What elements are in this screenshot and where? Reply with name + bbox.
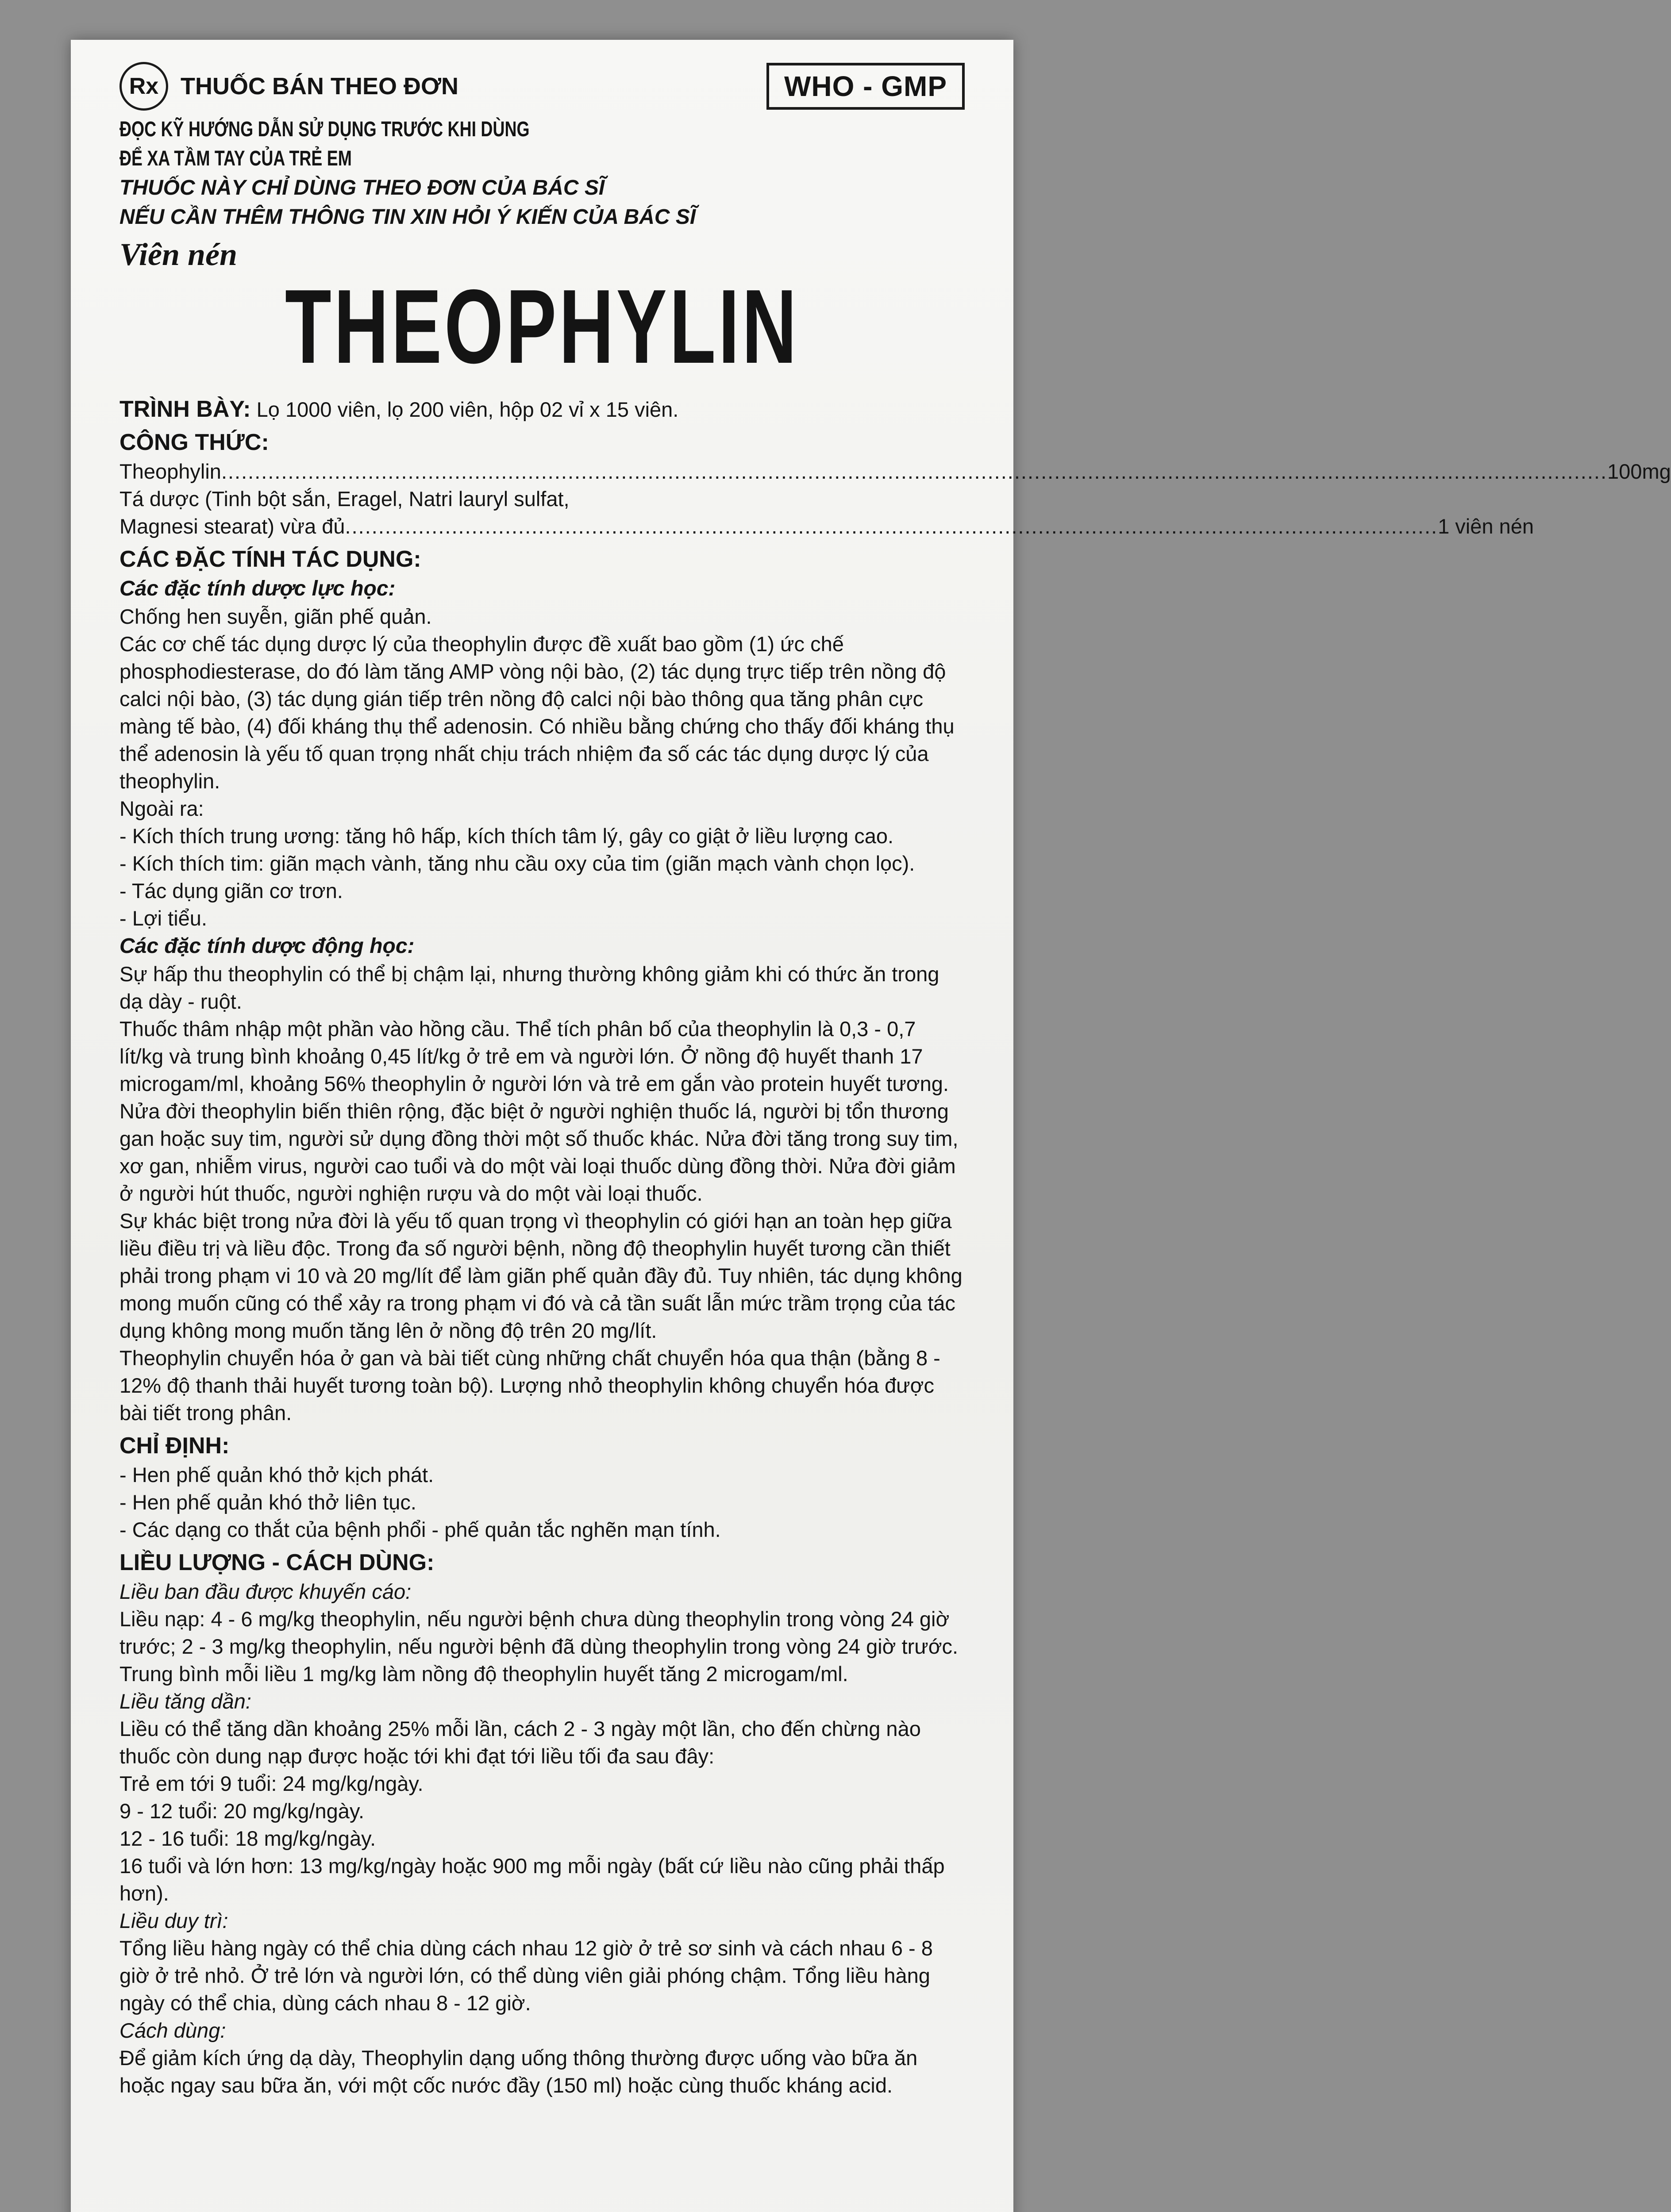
formula-heading: CÔNG THỨC: <box>119 430 269 455</box>
rx-icon: Rx <box>119 62 168 111</box>
warnings <box>119 115 965 232</box>
dosage-paragraph: Trung bình mỗi liều 1 mg/kg làm nồng độ theophylin huyết tăng 2 microgam/ml. <box>119 1662 848 1686</box>
warning-prescription-only: THUỐC NÀY CHỈ DÙNG THEO ĐƠN CỦA BÁC SĨ <box>119 176 605 200</box>
indications-heading: CHỈ ĐỊNH: <box>119 1433 230 1459</box>
leaflet-paper <box>71 40 1671 2212</box>
pharmacodynamics-text <box>119 603 965 932</box>
increase-dose-label: Liều tăng dần: <box>119 1690 251 1713</box>
pharmacokinetics-heading: Các đặc tính dược động học: <box>119 934 415 958</box>
pd-paragraph: - Tác dụng giãn cơ trơn. <box>119 879 343 902</box>
effects-heading: CÁC ĐẶC TÍNH TÁC DỤNG: <box>119 546 421 572</box>
dosage-form: Viên nén <box>119 237 238 272</box>
dosage-paragraph: 12 - 16 tuổi: 18 mg/kg/ngày. <box>119 1827 376 1850</box>
formula-excipients: Tá dược (Tinh bột sắn, Eragel, Natri lauryl sulfat, <box>119 487 570 511</box>
pd-paragraph: Các cơ chế tác dụng dược lý của theophylin được đề xuất bao gồm (1) ức chế phosphodiesterase, do đó làm tăng AMP vòng nội bào, (2) tác dụng trực tiếp trên nồng độ calci nội bào, (3) tác dụng gián tiếp trên nồng độ calci nội bào thông qua tăng phân cực màng tế bào, (4) đối kháng thụ thể adenosin. Có nhiều bằng chứng cho thấy đối kháng thụ thể adenosin là yếu tố quan trọng nhất chịu trách nhiệm đa số các tác dụng dược lý của theophylin. <box>119 632 955 793</box>
pd-paragraph: - Kích thích trung ương: tăng hô hấp, kích thích tâm lý, gây co giật ở liều lượng cao. <box>119 824 894 848</box>
presentation-text: Lọ 1000 viên, lọ 200 viên, hộp 02 vỉ x 15 viên. <box>256 398 679 421</box>
pd-paragraph: Chống hen suyễn, giãn phế quản. <box>119 605 432 628</box>
warning-ask-doctor: NẾU CẦN THÊM THÔNG TIN XIN HỎI Ý KIẾN CỦA BÁC SĨ <box>119 205 696 229</box>
dosage-paragraph: 9 - 12 tuổi: 20 mg/kg/ngày. <box>119 1799 365 1823</box>
dot-leader: .................................................................................................................................................................... <box>345 515 1438 538</box>
indications-list <box>119 1461 965 1544</box>
formula-excipient-value: 1 viên nén <box>1438 515 1534 538</box>
pharmacodynamics-heading: Các đặc tính dược lực học: <box>119 577 396 600</box>
pd-paragraph: Ngoài ra: <box>119 797 204 820</box>
list-item: - Hen phế quản khó thở kịch phát. <box>119 1463 434 1486</box>
leaflet-content <box>119 58 1671 2099</box>
presentation-heading: TRÌNH BÀY: <box>119 396 251 422</box>
list-item: - Hen phế quản khó thở liên tục. <box>119 1490 416 1514</box>
dosage-paragraph: Liều nạp: 4 - 6 mg/kg theophylin, nếu người bệnh chưa dùng theophylin trong vòng 24 giờ trước; 2 - 3 mg/kg theophylin, nếu người bệnh đã dùng theophylin trong vòng 24 giờ trước. <box>119 1607 959 1658</box>
pk-paragraph: Thuốc thâm nhập một phần vào hồng cầu. Thể tích phân bố của theophylin là 0,3 - 0,7 lít/kg và trung bình khoảng 0,45 lít/kg ở trẻ em và người lớn. Ở nồng độ huyết thanh 17 microgam/ml, khoảng 56% theophylin ở người lớn và trẻ em gắn vào protein huyết tương. <box>119 1017 949 1095</box>
prescription-header <box>119 58 965 115</box>
formula-excipient-name: Magnesi stearat) vừa đủ <box>119 515 345 538</box>
rx-label: THUỐC BÁN THEO ĐƠN <box>181 73 459 100</box>
dosage-paragraph: Tổng liều hàng ngày có thể chia dùng cách nhau 12 giờ ở trẻ sơ sinh và cách nhau 6 - 8 giờ ở trẻ nhỏ. Ở trẻ lớn và người lớn, có thể dùng viên giải phóng chậm. Tổng liều hàng ngày có thể chia, dùng cách nhau 8 - 12 giờ. <box>119 1936 933 2015</box>
who-gmp-badge: WHO - GMP <box>766 63 965 110</box>
formula-active-value: 100mg <box>1607 460 1671 483</box>
dosage-paragraph: 16 tuổi và lớn hơn: 13 mg/kg/ngày hoặc 900 mg mỗi ngày (bất cứ liều nào cũng phải thấp hơn). <box>119 1854 945 1905</box>
list-item: - Các dạng co thắt của bệnh phổi - phế quản tắc nghẽn mạn tính. <box>119 1518 721 1541</box>
dosage-paragraph: Để giảm kích ứng dạ dày, Theophylin dạng uống thông thường được uống vào bữa ăn hoặc ngay sau bữa ăn, với một cốc nước đầy (150 ml) hoặc cùng thuốc kháng acid. <box>119 2046 918 2097</box>
pk-paragraph: Theophylin chuyển hóa ở gan và bài tiết cùng những chất chuyển hóa qua thận (bằng 8 - 12% độ thanh thải huyết tương toàn bộ). Lượng nhỏ theophylin không chuyển hóa được bài tiết trong phân. <box>119 1346 940 1425</box>
pd-paragraph: - Lợi tiểu. <box>119 906 208 930</box>
usage-label: Cách dùng: <box>119 2019 226 2042</box>
pk-paragraph: Sự khác biệt trong nửa đời là yếu tố quan trọng vì theophylin có giới hạn an toàn hẹp giữa liều điều trị và liều độc. Trong đa số người bệnh, nồng độ theophylin huyết tương cần thiết phải trong phạm vi 10 và 20 mg/lít để làm giãn phế quản đầy đủ. Tuy nhiên, tác dụng không mong muốn cũng có thể xảy ra trong phạm vi đó và cả tần suất lẫn mức trầm trọng của tác dụng không mong muốn tăng lên ở nồng độ trên 20 mg/lít. <box>119 1209 963 1342</box>
pk-paragraph: Nửa đời theophylin biến thiên rộng, đặc biệt ở người nghiện thuốc lá, người bị tổn thương gan hoặc suy tim, người sử dụng đồng thời một số thuốc khác. Nửa đời tăng trong suy tim, xơ gan, nhiễm virus, người cao tuổi và do một vài loại thuốc dùng đồng thời. Nửa đời giảm ở người hút thuốc, người nghiện rượu và do một vài loại thuốc. <box>119 1099 959 1205</box>
maintenance-dose-label: Liều duy trì: <box>119 1909 228 1932</box>
dosage-paragraph: Liều có thể tăng dần khoảng 25% mỗi lần, cách 2 - 3 ngày một lần, cho đến chừng nào thuốc còn dung nạp được hoặc tới khi đạt tới liều tối đa sau đây: <box>119 1717 921 1768</box>
dosage-paragraph: Trẻ em tới 9 tuổi: 24 mg/kg/ngày. <box>119 1772 424 1795</box>
pk-paragraph: Sự hấp thu theophylin có thể bị chậm lại, nhưng thường không giảm khi có thức ăn trong dạ dày - ruột. <box>119 962 939 1013</box>
warning-keep-away-children: ĐỂ XA TẦM TAY CỦA TRẺ EM <box>119 147 352 170</box>
dot-leader: ................................................................................................................................................................................................................ <box>221 460 1608 483</box>
pharmacokinetics-text <box>119 960 965 1427</box>
pd-paragraph: - Kích thích tim: giãn mạch vành, tăng nhu cầu oxy của tim (giãn mạch vành chọn lọc). <box>119 852 915 875</box>
formula-active-name: Theophylin <box>119 460 221 483</box>
formula-line-active <box>119 458 1671 485</box>
warning-read-instructions: ĐỌC KỸ HƯỚNG DẪN SỬ DỤNG TRƯỚC KHI DÙNG <box>119 118 530 141</box>
presentation-line <box>119 396 965 423</box>
dosage-heading: LIỀU LƯỢNG - CÁCH DÙNG: <box>119 1550 435 1575</box>
brand-name: THEOPHYLIN <box>285 268 799 385</box>
formula-line-excipients <box>119 513 1534 540</box>
initial-dose-label: Liều ban đầu được khuyến cáo: <box>119 1580 412 1603</box>
